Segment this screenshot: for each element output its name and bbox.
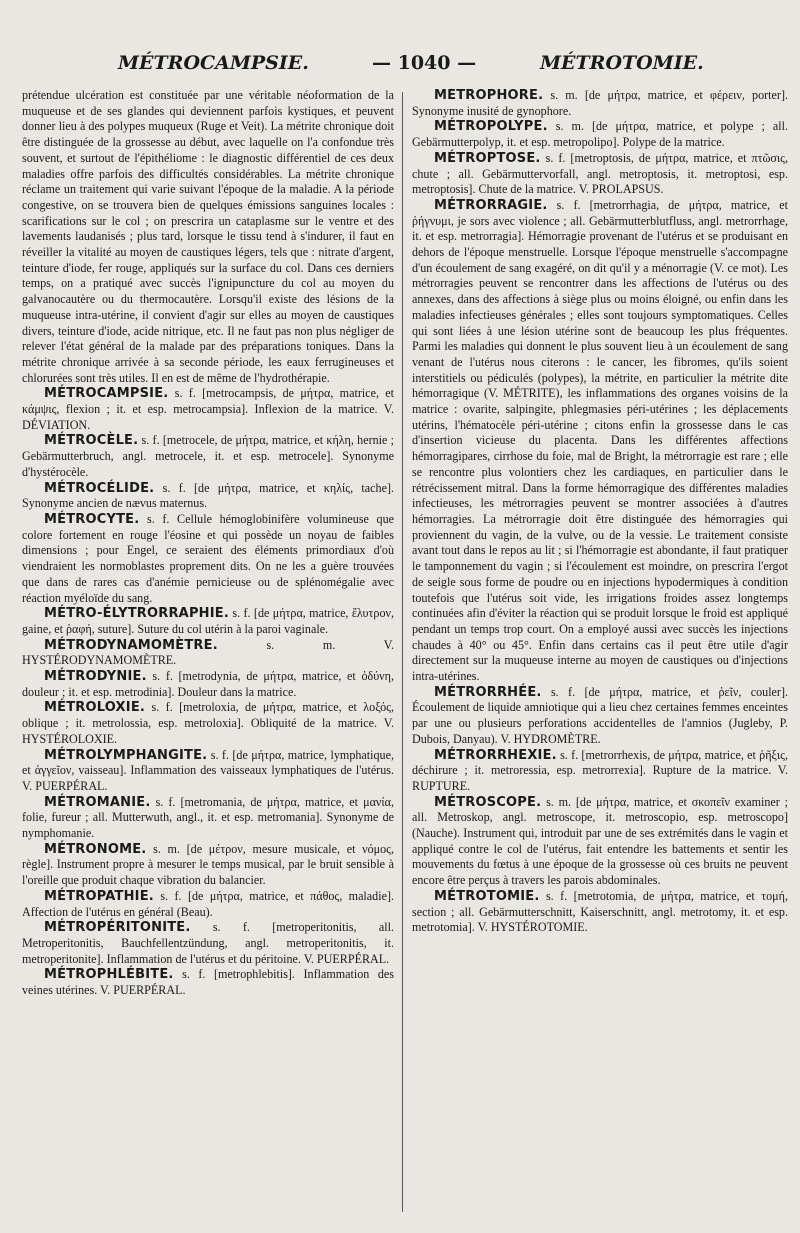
entry-definition: s. f. [metromania, de μήτρα, matrice, et μανία, folie, fureur ; all. Mutterwuth, angl., it. et esp. metromania]. Synonyme de nymphomanie. [22, 794, 394, 841]
dictionary-entry [412, 88, 788, 119]
dictionary-entry [22, 638, 394, 669]
entry-headword: MÉTRO-ÉLYTRORRAPHIE. [44, 606, 230, 622]
entry-headword: MÉTROLYMPHANGITE. [44, 747, 208, 763]
entry-headword: MÉTRODYNIE. [44, 669, 147, 685]
dictionary-entry [22, 795, 394, 842]
entry-headword: MÉTROTOMIE. [434, 888, 540, 904]
entry-definition: s. f. [metrotomia, de μήτρα, matrice, et τομή, section ; all. Gebärmutterschnitt, Kaiserschnitt, angl. metrotomy, it. et esp. metrotomia]. V. HYSTÉROTOMIE. [412, 888, 788, 935]
entry-definition: s. f. [de μήτρα, matrice, ἔλυτρον, gaine, et ῥαφή, suture]. Suture du col utérin à la paroi vaginale. [22, 606, 394, 636]
entry-definition: s. m. V. HYSTÉRODYNAMOMÈTRE. [22, 637, 394, 668]
entry-definition: s. f. [metrorrhagia, de μήτρα, matrice, et ῥήγνυμι, je sors avec violence ; all. Gebärmutterblutfluss, angl. metrorrhage, it. et esp. metrorragia]. Hémorragie provenant de l'utérus et se produisant en dehors de l'époque menstruelle. Lorsque l'époque menstruelle s'accompagne d'un écoulement de sang exagéré, on dit qu'il y a ménorragie (V. ce mot). Les métrorragies peuvent se rencontrer dans les affections de l'utérus ou des annexes, dans des affections à siège plus ou moins éloigné, ou enfin dans les maladies infectieuses générales ; elles sont toujours symptomatiques. Celles qui sont liées à une lésion utérine sont de beaucoup les plus fréquentes. Parmi les maladies qui donnent le plus souvent lieu à un écoulement de sang venant de l'utérus nous citerons : le cancer, les fibromes, qu'ils soient interstitiels ou pédiculés (polypes), la métrite, en particulier la métrite dite hémorragique (V. MÉTRITE), les inflammations des organes voisins de la matrice : ovarite, salpingite, phlegmasies péri-utérines ; les déplacements utérins, l'hématocèle péri-utérine ; citons enfin la grossesse dans le cas d'insertion vicieuse du placenta. Dans les différentes affections hémorragipares, cirrhose du foie, mal de Bright, la métrorragie est rare ; elle se rencontre plus volontiers chez les cardiaques, en particulier dans le rétrécissement mitral. Dans la forme hémorragique des différentes maladies infectieuses, les métrorragies peuvent se montrer associées à d'autres hémorragies. La métrorragie doit être distinguée des hémorragies qui proviennent du vagin, de la vulve, ou de la vessie. Le traitement consiste avant tout dans le repos au lit ; si l'hémorragie est abondante, il faut pratiquer le tamponnement du vagin ; si l'écoulement est moindre, on prescrira l'ergot de seigle sous forme de poudre ou en injections hypodermiques à condition toutefois que l'utérus soit vide, les irrigations froides assez longtemps continuées afin d'éviter la réaction qui se produit lorsque le froid est appliqué pendant un temps trop court. On a employé aussi avec succès les injections chaudes à 40° ou 45°. Enfin dans certains cas il peut être utile d'agir directement sur la muqueuse interne au moyen de caustiques ou d'injections intra-utérines. [412, 197, 788, 684]
entry-headword: MÉTRONOME. [44, 841, 147, 857]
entry-headword: MÉTROCÈLE. [44, 433, 139, 449]
dictionary-entry [22, 920, 394, 967]
entry-definition: s. f. [de μήτρα, matrice, et ῥεῖν, couler]. Écoulement de liquide amniotique qui a lieu chez certaines femmes enceintes par une ou plusieurs perforations accidentelles de l'amnios (Jugleby, P. Dubois, Danyau). V. HYDROMÈTRE. [412, 684, 788, 746]
entry-headword: MÉTROCÉLIDE. [44, 480, 155, 496]
entry-definition: s. f. [metrodynia, de μήτρα, matrice, et ὀδύνη, douleur ; it. et esp. metrodinia]. Douleur dans la matrice. [22, 669, 394, 699]
entry-headword: MÉTROSCOPE. [434, 794, 542, 810]
entry-definition: s. m. [de μήτρα, matrice, et polype ; all. Gebärmutterpolyp, it. et esp. metropolipo]. Polype de la matrice. [412, 119, 788, 150]
entry-headword: MÉTROCYTE. [44, 511, 140, 527]
entry-headword: MÉTROPATHIE. [44, 888, 154, 904]
header-left-guide-word: MÉTROCAMPSIE. [118, 52, 309, 74]
entry-headword: MÉTROLOXIE. [44, 700, 146, 716]
dictionary-entry [22, 481, 394, 512]
column-divider [402, 92, 403, 1212]
dictionary-entry [412, 889, 788, 936]
page-number: — 1040 — [372, 52, 477, 74]
entry-headword: MÉTROMANIE. [44, 794, 151, 810]
entry-definition: s. f. [metrocampsis, de μήτρα, matrice, et κάμψις, flexion ; it. et esp. metrocampsia]. Inflexion de la matrice. V. DÉVIATION. [22, 386, 394, 432]
continued-paragraph: prétendue ulcération est constituée par une véritable néoformation de la muqueuse et de ses glandes qui deviennent parfois kystiques, et peuvent donner lieu à des polypes muqueux (Ruge et Veit). La métrite chronique doit être distinguée de la grossesse au début, avec laquelle on l'a confondue très souvent, et surtout de l'épithéliome : le diagnostic différentiel de ces deux maladies offre parfois des difficultés considérables. La métrite chronique réclame un traitement qui varie suivant l'époque de la maladie. A la période congestive, on se trouvera bien de quelques émissions sanguines locales : scarifications sur le col ; on prescrira un cataplasme sur le ventre et des lavements laudanisés ; plus tard, lorsque le tissu tend à s'indurer, il faut en réveiller la vitalité au moyen de caustiques légers, tels que : nitrate d'argent, teinture d'iode, fer rouge, appliqués sur la surface du col. Dans ces derniers temps, on a pratiqué avec succès l'ignipuncture du col au moyen du galvanocautère ou du thermocautère. Lorsqu'il existe des lésions de la muqueuse intra-utérine, il convient d'agir sur elles au moyen de caustiques divers, teinture d'iode, acide nitrique, etc. Il ne faut pas non plus négliger de relever l'état général de la malade par des préparations toniques. Dans la métrite chronique arrivée à sa seconde période, les eaux ferrugineuses et chlorurées sont très utiles. Il en est de même de l'hydrothérapie. [22, 88, 394, 385]
entry-definition: s. f. [metroperitonitis, all. Metroperitonitis, Bauchfellentzündung, angl. metroperitonitis, it. metroperitonite]. Inflammation de l'utérus et du péritoine. V. PUERPÉRAL. [22, 920, 394, 966]
entry-headword: MÉTRODYNAMOMÈTRE. [44, 637, 218, 653]
entry-definition: s. f. [metrophlebitis]. Inflammation des veines utérines. V. PUERPÉRAL. [22, 967, 394, 998]
entry-headword: MÉTROPHLÉBITE. [44, 967, 174, 983]
entry-definition: s. m. [de μήτρα, matrice, et σκοπεῖν examiner ; all. Metroskop, angl. metroscope, it. metroscopio, esp. metroscopo] (Nauche). Instrument qui, introduit par une de ses extrémités dans le vagin et appliqué contre le col de l'utérus, fait entendre les battements et sentir les mouvements du fœtus à une époque de la grossesse où ces bruits ne peuvent encore être perçus à travers les parois abdominales. [412, 794, 788, 888]
entry-definition: s. f. [de μήτρα, matrice, et κηλίς, tache]. Synonyme ancien de nævus maternus. [22, 480, 394, 511]
header-right-guide-word: MÉTROTOMIE. [540, 52, 704, 74]
dictionary-entry [412, 685, 788, 748]
dictionary-entry [22, 967, 394, 998]
dictionary-entry [412, 198, 788, 685]
entry-definition: s. f. [metroptosis, de μήτρα, matrice, et πτῶσις, chute ; all. Gebärmuttervorfall, angl. metroptosis, it. metroptosi, esp. metroptosis]. Chute de la matrice. V. PROLAPSUS. [412, 150, 788, 197]
entry-headword: MÉTRORRAGIE. [434, 197, 548, 213]
entry-definition: s. m. [de μέτρον, mesure musicale, et νόμος, règle]. Instrument propre à mesurer le temps musical, par le bruit sensible à l'oreille que produit chaque vibration du balancier. [22, 841, 394, 888]
right-entries [412, 88, 788, 936]
dictionary-entry [22, 889, 394, 920]
left-column [22, 88, 394, 1218]
page-header [0, 52, 800, 82]
entry-definition: s. f. [metrorrhexis, de μήτρα, matrice, et ῥῆξις, déchirure ; it. metroressia, esp. metrorrexia]. Rupture de la matrice. V. RUPTURE. [412, 747, 788, 793]
dictionary-entry [22, 842, 394, 889]
dictionary-entry [412, 748, 788, 795]
dictionary-entry [412, 151, 788, 198]
entry-headword: MÉTROPOLYPE. [434, 119, 548, 135]
entry-definition: s. m. [de μήτρα, matrice, et φέρειν, porter]. Synonyme inusité de gynophore. [412, 88, 788, 118]
dictionary-entry [412, 795, 788, 889]
entry-definition: s. f. [metroloxia, de μήτρα, matrice, et λοξός, oblique ; it. metrolossia, esp. metroloxia]. Obliquité de la matrice. V. HYSTÉROLOXIE. [22, 700, 394, 746]
left-entries [22, 386, 394, 998]
entry-definition: s. f. [de μήτρα, matrice, lymphatique, et ἀγγεῖον, vaisseau]. Inflammation des vaisseaux lymphatiques de l'utérus. V. PUERPÉRAL. [22, 747, 394, 793]
dictionary-entry [22, 386, 394, 433]
entry-headword: MÉTROPHORE. [434, 88, 544, 103]
entry-definition: s. f. Cellule hémoglobinifère volumineuse que colore fortement en rouge l'éosine et qui possède un noyau de faibles dimensions ; pour Engel, ce seraient des éléments primordiaux d'où viendraient les normoblastes proprement dits. On ne les a guère trouvées que dans de rares cas d'anémie pernicieuse ou de splénomégalie avec réaction myéloïde du sang. [22, 511, 394, 605]
dictionary-entry [22, 433, 394, 480]
dictionary-entry [22, 748, 394, 795]
entry-headword: MÉTRORRHÉE. [434, 684, 542, 700]
entry-headword: MÉTROPÉRITONITE. [44, 920, 191, 936]
right-column [412, 88, 788, 1218]
entry-headword: MÉTRORRHEXIE. [434, 747, 557, 763]
dictionary-entry [412, 119, 788, 150]
entry-definition: s. f. [metrocele, de μήτρα, matrice, et κήλη, hernie ; Gebärmutterbruch, angl. metrocele, it. et esp. metrocele]. Synonyme d'hystérocèle. [22, 433, 394, 479]
dictionary-entry [22, 700, 394, 747]
dictionary-entry [22, 512, 394, 606]
dictionary-entry [22, 606, 394, 637]
entry-headword: MÉTROCAMPSIE. [44, 386, 169, 402]
dictionary-entry [22, 669, 394, 700]
entry-definition: s. f. [de μήτρα, matrice, et πάθος, maladie]. Affection de l'utérus en général (Beau). [22, 888, 394, 919]
entry-headword: MÉTROPTOSE. [434, 150, 541, 166]
